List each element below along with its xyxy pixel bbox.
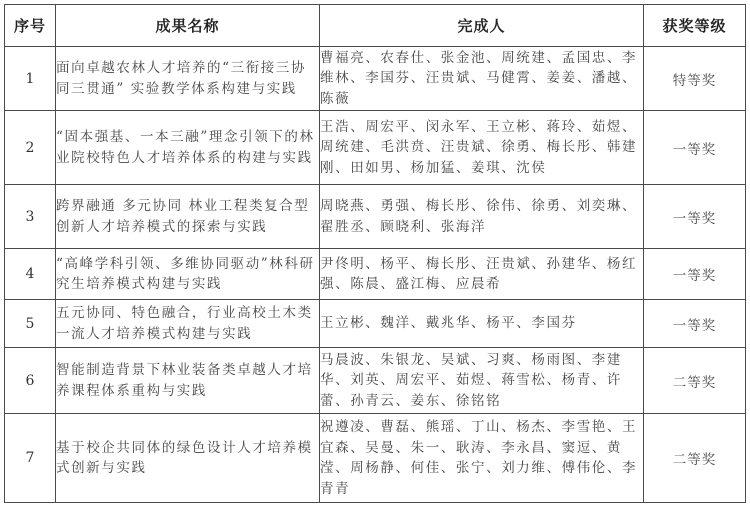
table-row (5, 414, 746, 503)
achievement-title: 五元协同、特色融合，行业高校土木类一流人才培养模式构建与实践 (56, 300, 320, 348)
contributors: 祝遵凌、曹磊、熊瑶、丁山、杨杰、李雪艳、王宜森、吴曼、朱一、耿涛、李永昌、窦逗、黄滢、周杨静、何佳、张宁、刘力维、傅伟伦、李青青 (320, 414, 644, 503)
contributors: 尹佟明、杨平、梅长彤、汪贵斌、孙建华、杨红强、陈晨、盛江梅、应晨希 (320, 249, 644, 300)
award-level: 二等奖 (644, 414, 746, 503)
row-number: 7 (5, 414, 56, 503)
achievement-title: “固本强基、一本三融”理念引领下的林业院校特色人才培养体系的构建与实践 (56, 111, 320, 185)
contributors: 曹福亮、农春仕、张金池、周统建、孟国忠、李维林、李国芬、汪贵斌、马健霄、姜姜、潘越、陈薇 (320, 47, 644, 111)
contributors: 王立彬、魏洋、戴兆华、杨平、李国芬 (320, 300, 644, 348)
achievement-title: 智能制造背景下林业装备类卓越人才培养课程体系重构与实践 (56, 348, 320, 414)
table-row (5, 185, 746, 249)
table-row (5, 300, 746, 348)
table-row (5, 249, 746, 300)
row-number: 2 (5, 111, 56, 185)
header-level: 获奖等级 (644, 5, 746, 47)
awards-table (4, 4, 746, 503)
row-number: 5 (5, 300, 56, 348)
award-level: 一等奖 (644, 111, 746, 185)
award-level: 一等奖 (644, 300, 746, 348)
row-number: 3 (5, 185, 56, 249)
contributors: 周晓燕、勇强、梅长彤、徐伟、徐勇、刘奕琳、翟胜丞、顾晓利、张海洋 (320, 185, 644, 249)
achievement-title: 面向卓越农林人才培养的“三衔接三协同三贯通” 实验教学体系构建与实践 (56, 47, 320, 111)
table-row (5, 348, 746, 414)
achievement-title: 跨界融通 多元协同 林业工程类复合型创新人才培养模式的探索与实践 (56, 185, 320, 249)
row-number: 1 (5, 47, 56, 111)
award-level: 二等奖 (644, 348, 746, 414)
row-number: 6 (5, 348, 56, 414)
table-row (5, 111, 746, 185)
achievement-title: 基于校企共同体的绿色设计人才培养模式创新与实践 (56, 414, 320, 503)
row-number: 4 (5, 249, 56, 300)
contributors: 马晨波、朱银龙、吴斌、习爽、杨雨图、李建华、刘英、周宏平、茹煜、蒋雪松、杨青、许蕾、孙青云、姜东、徐铭铭 (320, 348, 644, 414)
achievement-title: “高峰学科引领、多维协同驱动”林科研究生培养模式构建与实践 (56, 249, 320, 300)
header-title: 成果名称 (56, 5, 320, 47)
award-level: 特等奖 (644, 47, 746, 111)
award-level: 一等奖 (644, 249, 746, 300)
award-level: 一等奖 (644, 185, 746, 249)
table-header-row (5, 5, 746, 47)
header-people: 完成人 (320, 5, 644, 47)
table-row (5, 47, 746, 111)
header-no: 序号 (5, 5, 56, 47)
contributors: 王浩、周宏平、闵永军、王立彬、蒋玲、茹煜、周统建、毛洪贲、汪贵斌、徐勇、梅长彤、韩建刚、田如男、杨加猛、姜琪、沈侯 (320, 111, 644, 185)
